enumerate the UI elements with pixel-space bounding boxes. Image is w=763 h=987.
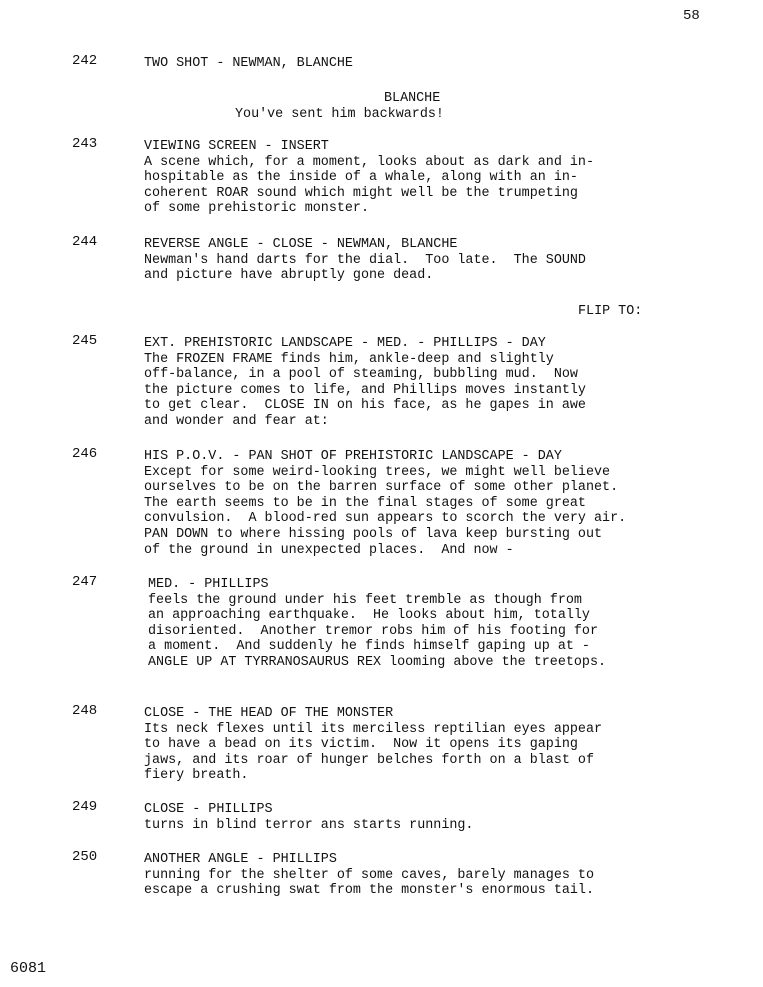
action-line: of some prehistoric monster. <box>144 201 369 217</box>
action-line: PAN DOWN to where hissing pools of lava keep bursting out <box>144 526 603 542</box>
scene-body <box>144 449 744 558</box>
scene-number: 249 <box>72 799 98 815</box>
dialogue-line: You've sent him backwards! <box>235 107 444 122</box>
action-line: Except for some weird-looking trees, we might well believe <box>144 464 611 480</box>
scene-body <box>144 237 744 284</box>
action-line: turns in blind terror ans starts running. <box>144 817 474 833</box>
action-line: Its neck flexes until its merciless reptilian eyes appear <box>144 721 603 737</box>
action-line: hospitable as the inside of a whale, along with an in- <box>144 170 578 186</box>
scene-heading: REVERSE ANGLE - CLOSE - NEWMAN, BLANCHE <box>144 237 458 252</box>
scene-heading: CLOSE - PHILLIPS <box>144 802 273 817</box>
scene-body <box>144 139 744 217</box>
action-line: off-balance, in a pool of steaming, bubbling mud. Now <box>144 367 578 383</box>
scene-number: 245 <box>72 333 98 349</box>
scene-number: 247 <box>72 574 98 590</box>
action-line: and wonder and fear at: <box>144 413 329 429</box>
action-line: jaws, and its roar of hunger belches forth on a blast of <box>144 752 594 768</box>
scene-heading: MED. - PHILLIPS <box>148 577 269 592</box>
action-line: to get clear. CLOSE IN on his face, as he gapes in awe <box>144 398 586 414</box>
action-line: and picture have abruptly gone dead. <box>144 268 434 284</box>
scene-heading: VIEWING SCREEN - INSERT <box>144 139 329 154</box>
transition: FLIP TO: <box>578 304 643 319</box>
action-line: escape a crushing swat from the monster's enormous tail. <box>144 883 594 899</box>
action-line: a moment. And suddenly he finds himself gaping up at - <box>148 639 590 655</box>
footer-code: 6081 <box>10 960 47 977</box>
action-line: fiery breath. <box>144 768 249 784</box>
scene-body <box>144 802 744 833</box>
scene-heading: HIS P.O.V. - PAN SHOT OF PREHISTORIC LANDSCAPE - DAY <box>144 449 562 464</box>
scene-number: 244 <box>72 234 98 250</box>
scene-body <box>144 336 744 430</box>
action-line: ANGLE UP AT TYRRANOSAURUS REX looming above the treetops. <box>148 654 607 670</box>
action-line: convulsion. A blood-red sun appears to scorch the very air. <box>144 511 627 527</box>
action-line: coherent ROAR sound which might well be the trumpeting <box>144 185 578 201</box>
action-line: ourselves to be on the barren surface of some other planet. <box>144 480 619 496</box>
action-line: of the ground in unexpected places. And now - <box>144 542 514 558</box>
scene-body <box>148 577 748 671</box>
scene-heading: CLOSE - THE HEAD OF THE MONSTER <box>144 706 394 721</box>
scene-number: 243 <box>72 136 98 152</box>
scene-heading: TWO SHOT - NEWMAN, BLANCHE <box>144 56 353 71</box>
page-number: 58 <box>683 8 700 24</box>
action-line: an approaching earthquake. He looks about him, totally <box>148 608 590 624</box>
action-line: The earth seems to be in the final stages of some great <box>144 495 586 511</box>
action-line: to have a bead on its victim. Now it opens its gaping <box>144 737 578 753</box>
dialogue-character: BLANCHE <box>384 91 441 106</box>
scene-heading: EXT. PREHISTORIC LANDSCAPE - MED. - PHILLIPS - DAY <box>144 336 546 351</box>
action-line: disoriented. Another tremor robs him of his footing for <box>148 623 598 639</box>
action-line: The FROZEN FRAME finds him, ankle-deep and slightly <box>144 351 554 367</box>
scene-body <box>144 852 744 899</box>
action-line: feels the ground under his feet tremble as though from <box>148 592 582 608</box>
scene-number: 246 <box>72 446 98 462</box>
scene-number: 242 <box>72 53 98 69</box>
scene-number: 248 <box>72 703 98 719</box>
scene-body <box>144 706 744 784</box>
scene-body <box>144 56 744 72</box>
scene-heading: ANOTHER ANGLE - PHILLIPS <box>144 852 337 867</box>
action-line: the picture comes to life, and Phillips moves instantly <box>144 382 586 398</box>
action-line: A scene which, for a moment, looks about as dark and in- <box>144 154 594 170</box>
scene-number: 250 <box>72 849 98 865</box>
action-line: Newman's hand darts for the dial. Too late. The SOUND <box>144 252 586 268</box>
action-line: running for the shelter of some caves, barely manages to <box>144 867 594 883</box>
